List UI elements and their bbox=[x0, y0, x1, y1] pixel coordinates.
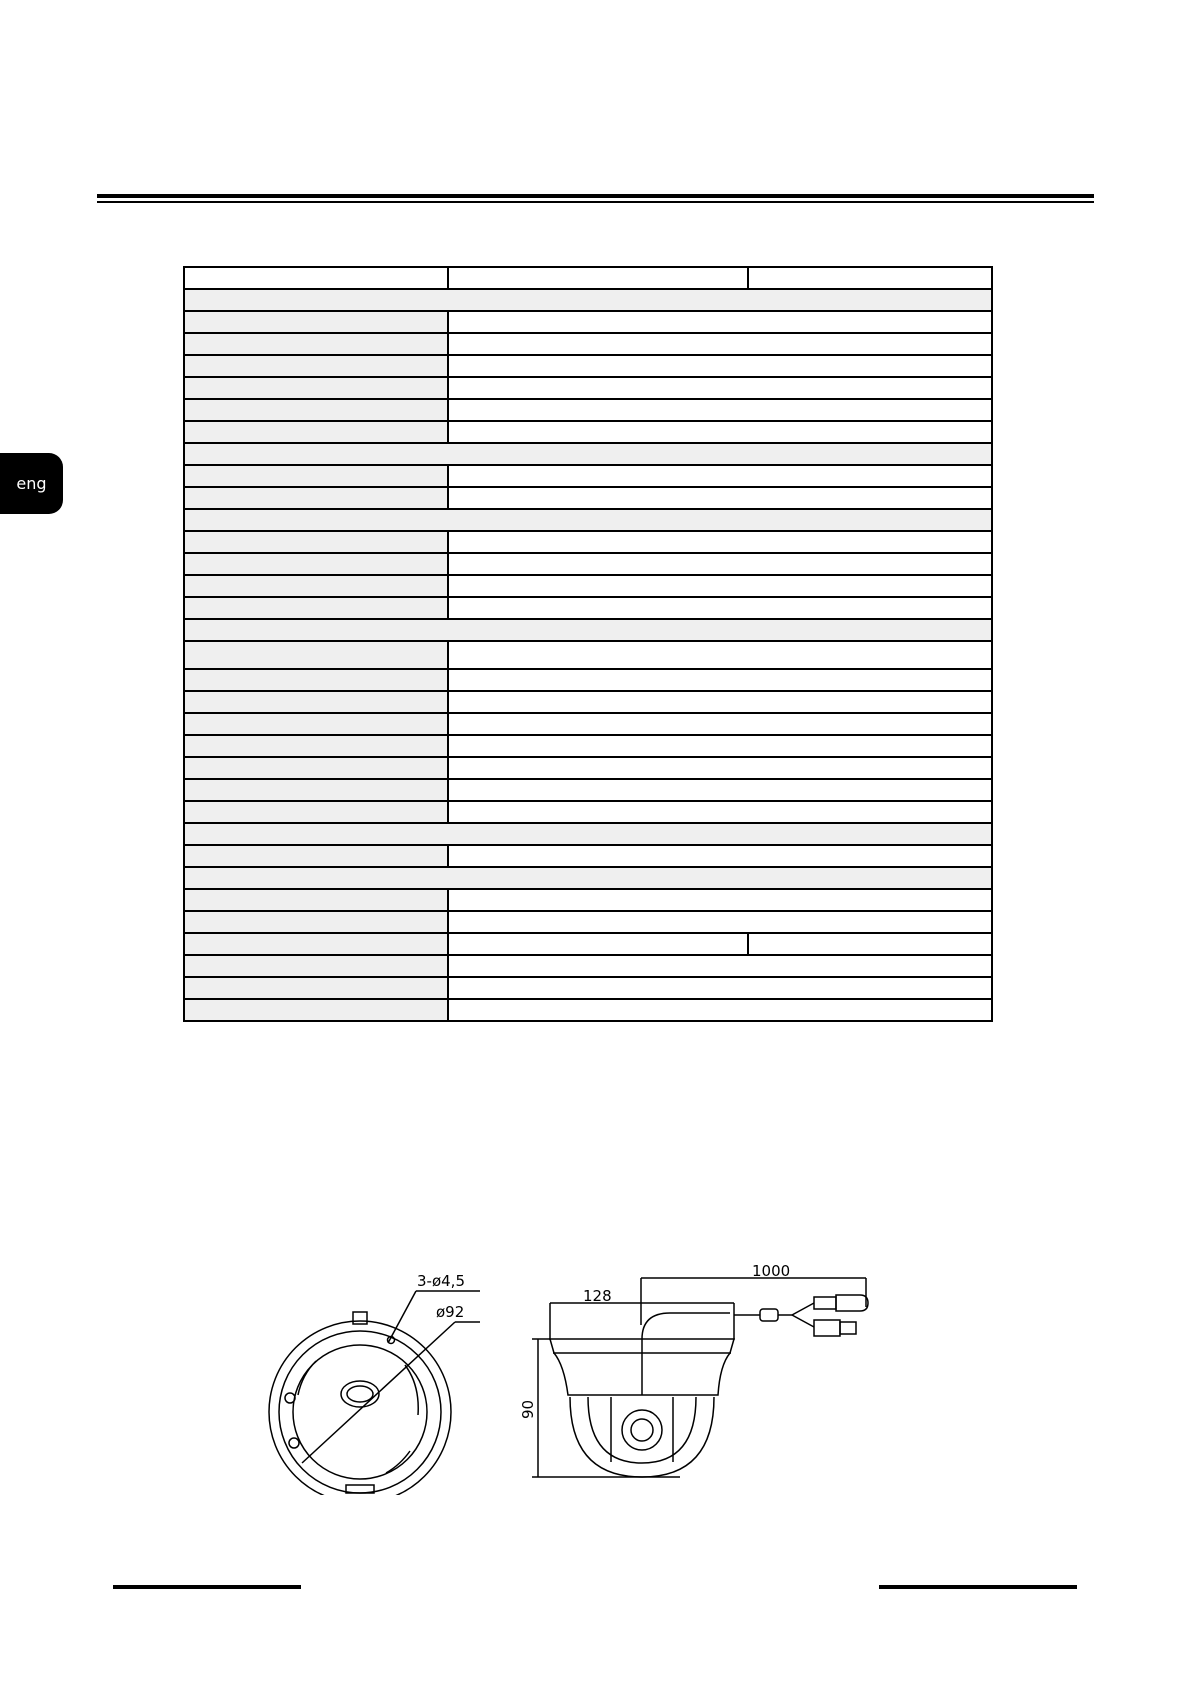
table-row bbox=[184, 575, 992, 597]
table-row bbox=[184, 531, 992, 553]
cable-dimension-label: 1000 bbox=[752, 1265, 791, 1280]
table-section-row bbox=[184, 289, 992, 311]
table-row bbox=[184, 735, 992, 757]
table-row bbox=[184, 333, 992, 355]
table-header-row bbox=[184, 267, 992, 289]
table-row bbox=[184, 641, 992, 669]
table-section-row bbox=[184, 509, 992, 531]
dimension-drawing bbox=[250, 1265, 890, 1495]
side-view bbox=[532, 1278, 868, 1477]
language-tab-label: eng bbox=[16, 474, 47, 493]
table-section-row bbox=[184, 823, 992, 845]
table-section-row bbox=[184, 867, 992, 889]
table-row bbox=[184, 691, 992, 713]
header-rule-thin bbox=[97, 201, 1094, 203]
footer-rule-right bbox=[879, 1585, 1077, 1589]
table-row bbox=[184, 757, 992, 779]
table-section-row bbox=[184, 443, 992, 465]
table-row bbox=[184, 311, 992, 333]
language-tab[interactable] bbox=[0, 453, 63, 514]
table-row bbox=[184, 669, 992, 691]
footer-rule-left bbox=[113, 1585, 301, 1589]
depth-dimension-label: 128 bbox=[583, 1287, 612, 1305]
table-row bbox=[184, 911, 992, 933]
diameter-dimension-label: ø92 bbox=[436, 1303, 465, 1321]
table-row bbox=[184, 801, 992, 823]
height-dimension-label: 90 bbox=[519, 1399, 537, 1419]
table-row bbox=[184, 421, 992, 443]
table-row bbox=[184, 553, 992, 575]
table-row bbox=[184, 597, 992, 619]
header-rule bbox=[97, 194, 1094, 198]
table-row bbox=[184, 377, 992, 399]
table-row bbox=[184, 999, 992, 1021]
table-row bbox=[184, 977, 992, 999]
table-row bbox=[184, 355, 992, 377]
table-row bbox=[184, 713, 992, 735]
table-row bbox=[184, 889, 992, 911]
table-row bbox=[184, 465, 992, 487]
table-row bbox=[184, 487, 992, 509]
table-row-split bbox=[184, 933, 992, 955]
table-row bbox=[184, 779, 992, 801]
table-row bbox=[184, 845, 992, 867]
holes-dimension-label: 3-ø4,5 bbox=[417, 1272, 465, 1290]
table-row bbox=[184, 955, 992, 977]
table-row bbox=[184, 399, 992, 421]
specification-table bbox=[183, 266, 993, 1022]
top-view bbox=[269, 1291, 480, 1495]
table-section-row bbox=[184, 619, 992, 641]
